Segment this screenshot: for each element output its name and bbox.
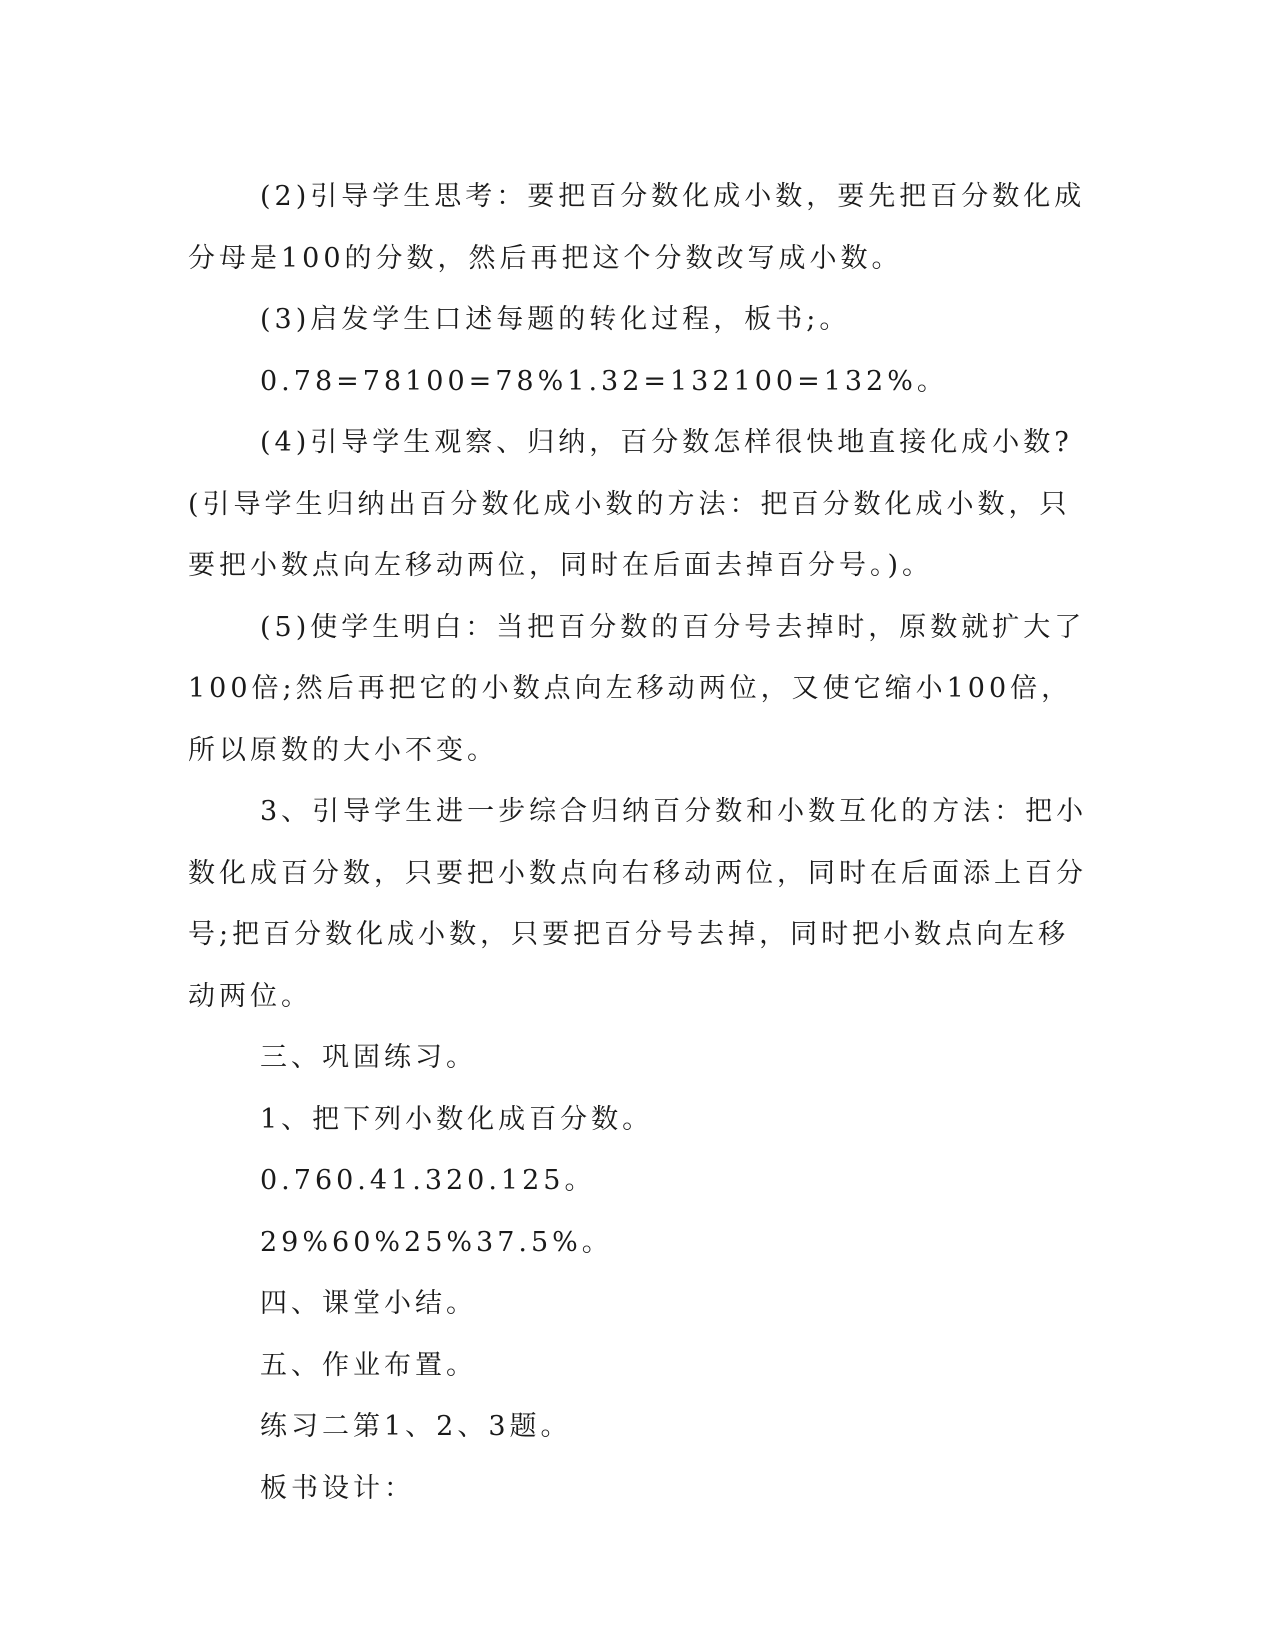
paragraph-step-5: (5)使学生明白：当把百分数的百分号去掉时，原数就扩大了100倍;然后再把它的小数点向左移动两位，又使它缩小100倍，所以原数的大小不变。 xyxy=(188,611,1086,766)
heading-practice: 三、巩固练习。 xyxy=(260,1042,477,1073)
paragraph-step-4: (4)引导学生观察、归纳，百分数怎样很快地直接化成小数?(引导学生归纳出百分数化成小数的方法：把百分数化成小数，只要把小数点向左移动两位，同时在后面去掉百分号。)。 xyxy=(188,427,1073,581)
heading-board-design: 板书设计： xyxy=(260,1472,415,1504)
paragraph-exercise-decimals: 0.760.41.320.125。 xyxy=(260,1165,596,1196)
heading-class-summary: 四、课堂小结。 xyxy=(260,1288,477,1319)
document-body xyxy=(188,166,1088,1519)
paragraph-exercise-percents: 29%60%25%37.5%。 xyxy=(260,1226,613,1258)
paragraph-step-3: (3)启发学生口述每题的转化过程，板书;。 xyxy=(260,304,851,335)
paragraph-summary-method: 3、引导学生进一步综合归纳百分数和小数互化的方法：把小数化成百分数，只要把小数点向右移动两位，同时在后面添上百分号;把百分数化成小数，只要把百分号去掉，同时把小数点向左移动两位。 xyxy=(188,796,1088,1012)
paragraph-step-2: (2)引导学生思考：要把百分数化成小数，要先把百分数化成分母是100的分数，然后再把这个分数改写成小数。 xyxy=(188,181,1086,274)
paragraph-formula-1: 0.78=78100=78%1.32=132100=132%。 xyxy=(260,365,948,397)
heading-homework: 五、作业布置。 xyxy=(260,1349,477,1381)
paragraph-exercise-1: 1、把下列小数化成百分数。 xyxy=(260,1103,654,1135)
paragraph-homework-detail: 练习二第1、2、3题。 xyxy=(260,1411,572,1442)
